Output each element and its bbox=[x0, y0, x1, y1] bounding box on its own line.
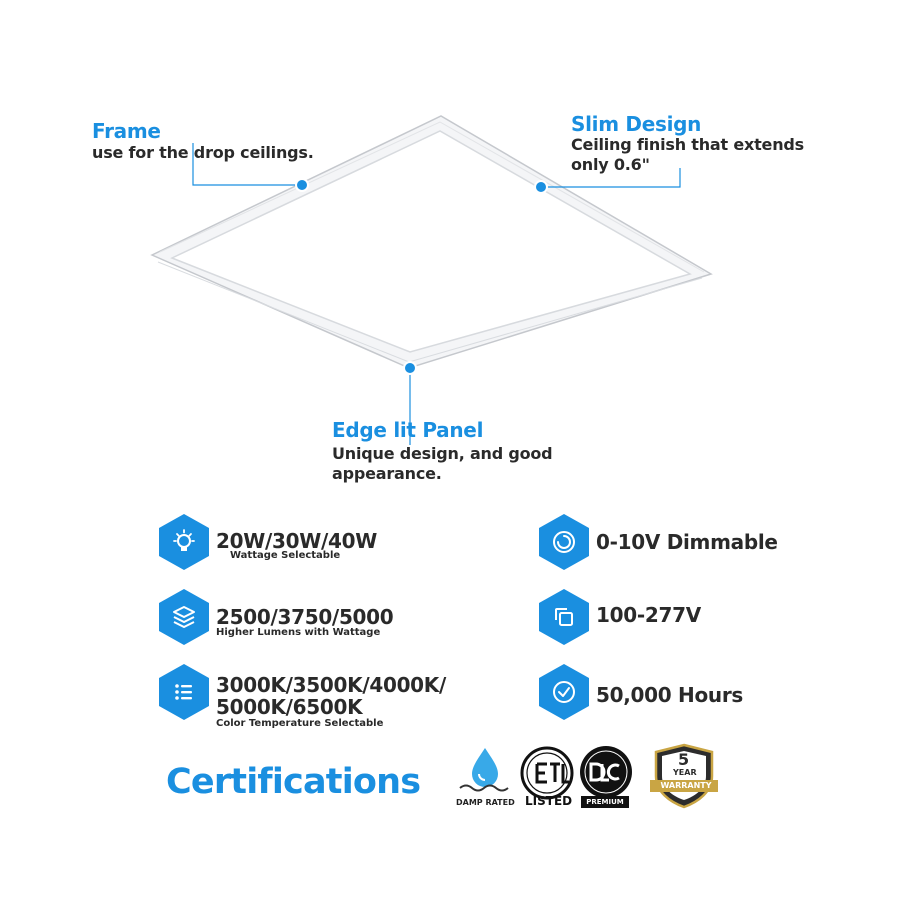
edge-lit-description-1: Unique design, and good bbox=[332, 444, 553, 463]
color-temp-caption: Color Temperature Selectable bbox=[216, 718, 384, 729]
slim-design-title: Slim Design bbox=[571, 112, 702, 136]
frame-title: Frame bbox=[92, 119, 161, 143]
warranty-label: WARRANTY bbox=[660, 781, 712, 790]
wattage-caption: Wattage Selectable bbox=[230, 550, 341, 561]
damp-rated-label: DAMP RATED bbox=[456, 798, 515, 807]
check-circle-icon bbox=[539, 664, 589, 720]
certifications-title: Certifications bbox=[166, 762, 421, 802]
list-icon bbox=[159, 664, 209, 720]
color-temp-value-1: 3000K/3500K/4000K/ bbox=[216, 673, 447, 697]
warranty-unit: YEAR bbox=[673, 768, 697, 777]
wattage-value: 20W/30W/40W bbox=[216, 529, 377, 553]
lumens-value: 2500/3750/5000 bbox=[216, 605, 394, 629]
dlc-premium-badge bbox=[578, 744, 634, 804]
frame-description: use for the drop ceilings. bbox=[92, 143, 314, 162]
voltage-value: 100-277V bbox=[596, 603, 701, 627]
edge-lit-title: Edge lit Panel bbox=[332, 418, 484, 442]
etl-listed-badge bbox=[519, 745, 575, 801]
dimmable-value: 0-10V Dimmable bbox=[596, 530, 778, 554]
lumens-caption: Higher Lumens with Wattage bbox=[216, 627, 381, 638]
lightbulb-icon bbox=[159, 514, 209, 570]
warranty-number: 5 bbox=[678, 750, 690, 769]
hours-value: 50,000 Hours bbox=[596, 683, 744, 707]
dimmer-icon bbox=[539, 514, 589, 570]
layers-icon bbox=[159, 589, 209, 645]
edge-lit-description-2: appearance. bbox=[332, 464, 442, 483]
color-temp-value-2: 5000K/6500K bbox=[216, 695, 363, 719]
dlc-premium-label: PREMIUM bbox=[581, 796, 629, 808]
slim-design-description-2: only 0.6" bbox=[571, 155, 650, 174]
etl-listed-label: LISTED bbox=[525, 794, 573, 808]
copy-squares-icon bbox=[539, 589, 589, 645]
slim-design-description-1: Ceiling finish that extends bbox=[571, 135, 804, 154]
